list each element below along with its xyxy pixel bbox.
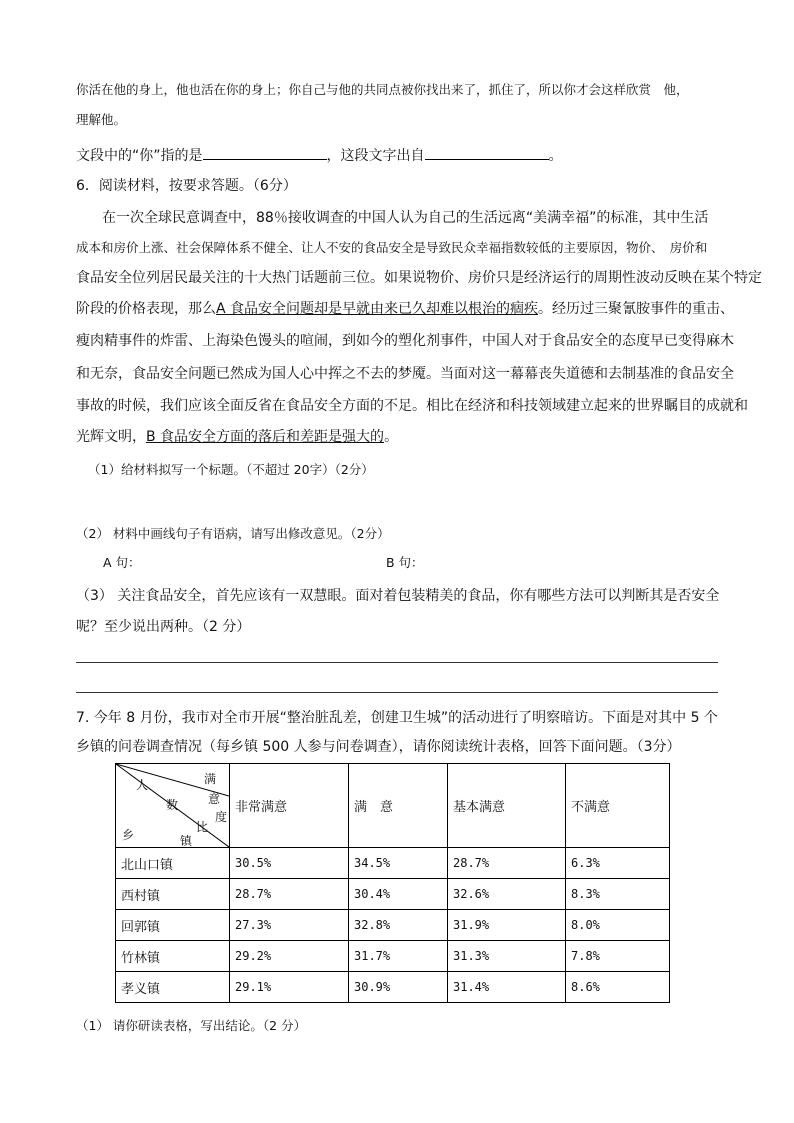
table-row	[116, 941, 670, 972]
q6-p8-pre: 光辉文明，	[76, 429, 146, 445]
q6-sub2: （2） 材料中画线句子有语病，请写出修改意见。（2分）	[76, 526, 390, 541]
q6-p4-post: 。经历过三聚氰胺事件的重击、	[538, 301, 735, 317]
corner-label-xiang: 乡	[122, 828, 135, 842]
town-cell: 西村镇	[116, 879, 230, 910]
q6-para-line-8	[76, 427, 398, 447]
q6-p8-post: 。	[384, 429, 399, 445]
fill-mid: ，这段文字出自	[326, 148, 425, 164]
value-cell: 7.8%	[566, 941, 670, 972]
intro-fill-line	[76, 145, 563, 166]
table-header-row	[116, 764, 670, 848]
corner-header-cell	[116, 764, 230, 848]
q6-p4-pre: 阶段的价格表现，那么	[76, 301, 216, 317]
answer-label-a: A 句：	[103, 555, 141, 570]
q7-line-1: 7. 今年 8 月份，我市对全市开展“整治脏乱差，创建卫生城”的活动进行了明察暗访。下面是对其中 5 个	[76, 710, 718, 726]
value-cell: 32.6%	[448, 879, 566, 910]
q6-para-line-6: 和无奈，食品安全问题已然成为国人心中挥之不去的梦魇。当面对这一幕幕丧失道德和去制基准的食品安全	[76, 366, 734, 382]
survey-table	[115, 763, 670, 1003]
underlined-sentence-b: B 食品安全方面的落后和差距是强大的	[146, 429, 385, 445]
table-row	[116, 910, 670, 941]
corner-label-ren: 人	[136, 778, 149, 792]
underlined-sentence-a: A 食品安全问题却是早就由来已久却难以根治的痼疾	[216, 301, 539, 317]
value-cell: 6.3%	[566, 848, 670, 879]
value-cell: 31.3%	[448, 941, 566, 972]
town-cell: 北山口镇	[116, 848, 230, 879]
answer-line-1[interactable]	[76, 662, 718, 663]
fill-end: 。	[548, 148, 563, 164]
town-cell: 竹林镇	[116, 941, 230, 972]
value-cell: 28.7%	[448, 848, 566, 879]
value-cell: 27.3%	[230, 910, 349, 941]
value-cell: 29.1%	[230, 972, 349, 1003]
value-cell: 34.5%	[349, 848, 448, 879]
table-row	[116, 972, 670, 1003]
value-cell: 8.3%	[566, 879, 670, 910]
corner-label-man: 满	[204, 772, 217, 786]
answer-blank-source[interactable]	[425, 145, 549, 160]
answer-label-b: B 句：	[386, 555, 424, 570]
q6-title: 6．阅读材料，按要求答题。（6分）	[76, 178, 297, 194]
q7-sub1: （1） 请你研读表格，写出结论。（2 分）	[76, 1018, 307, 1033]
value-cell: 8.0%	[566, 910, 670, 941]
answer-line-2[interactable]	[76, 692, 718, 693]
q6-para-line-3: 食品安全位列居民最关注的十大热门话题前三位。如果说物价、房价只是经济运行的周期性波动反映在某个特定	[76, 270, 762, 286]
header-basic-satisfied: 基本满意	[448, 764, 566, 848]
value-cell: 31.9%	[448, 910, 566, 941]
town-cell: 孝义镇	[116, 972, 230, 1003]
corner-label-zhen: 镇	[180, 834, 193, 848]
value-cell: 32.8%	[349, 910, 448, 941]
table-row	[116, 879, 670, 910]
corner-label-shu: 数	[166, 798, 179, 812]
q6-para-line-1: 在一次全球民意调查中，88％接收调查的中国人认为自己的生活远离“美满幸福”的标准，其中生活	[102, 210, 709, 226]
q6-para-line-5: 瘦肉精事件的炸雷、上海染色馒头的喧闹，到如今的塑化剂事件，中国人对于食品安全的态度早已变得麻木	[76, 333, 734, 349]
header-very-satisfied: 非常满意	[230, 764, 349, 848]
answer-blank-who[interactable]	[203, 145, 327, 160]
q6-sub1: （1）给材料拟写一个标题。（不超过 20字）（2分）	[88, 462, 374, 477]
q7-line-2: 乡镇的问卷调查情况（每乡镇 500 人参与问卷调查），请你阅读统计表格，回答下面问题。（3分）	[76, 739, 681, 755]
value-cell: 30.5%	[230, 848, 349, 879]
corner-label-du: 度	[215, 810, 228, 824]
intro-line-2: 理解他。	[76, 112, 127, 127]
value-cell: 8.6%	[566, 972, 670, 1003]
q6-para-line-4	[76, 299, 734, 319]
q6-para-line-7: 事故的时候，我们应该全面反省在食品安全方面的不足。相比在经济和科技领域建立起来的世界瞩目的成就和	[76, 398, 748, 414]
header-unsatisfied: 不满意	[566, 764, 670, 848]
intro-line-1: 你活在他的身上，他也活在你的身上；你自己与他的共同点被你找出来了，抓住了，所以你才会这样欣赏 他，	[76, 82, 689, 97]
value-cell: 31.4%	[448, 972, 566, 1003]
header-satisfied: 满 意	[349, 764, 448, 848]
table-row	[116, 848, 670, 879]
q6-para-line-2: 成本和房价上涨、社会保障体系不健全、让人不安的食品安全是导致民众幸福指数较低的主要原因，物价、 房价和	[76, 240, 708, 255]
q6-sub3-line-1: （3） 关注食品安全，首先应该有一双慧眼。面对着包装精美的食品，你有哪些方法可以判断其是否安全	[76, 588, 720, 604]
fill-prefix: 文段中的“你”指的是	[76, 148, 203, 164]
q6-sub3-line-2: 呢？至少说出两种。（2 分）	[76, 619, 251, 635]
value-cell: 30.4%	[349, 879, 448, 910]
corner-label-bi: 比	[196, 820, 209, 834]
value-cell: 30.9%	[349, 972, 448, 1003]
town-cell: 回郭镇	[116, 910, 230, 941]
corner-label-yi: 意	[208, 792, 221, 806]
value-cell: 31.7%	[349, 941, 448, 972]
value-cell: 29.2%	[230, 941, 349, 972]
value-cell: 28.7%	[230, 879, 349, 910]
